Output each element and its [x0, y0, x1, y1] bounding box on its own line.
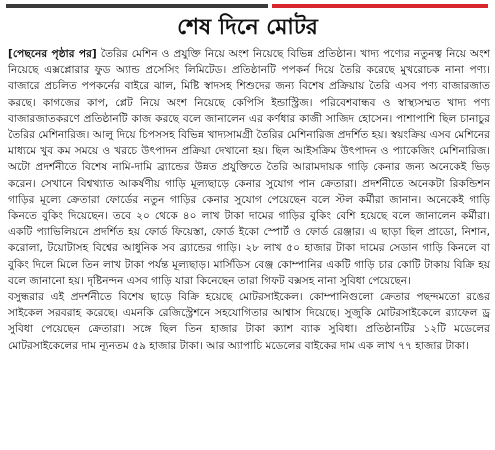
header-rule-dark	[6, 4, 268, 8]
header-rule-red	[272, 4, 488, 8]
article-body	[8, 46, 490, 354]
article-paragraph-2: বসুন্ধরার এই প্রদর্শনীতে বিশেষ ছাড়ে বিক্রি হয়েছে মোটরসাইকেল। কোম্পানিগুলো ক্রেতার পছন্দমতো রঙের সাইকেল সরবরাহ করেছে। এমনকি রেজিস্ট্রেশনে সহযোগিতার আশ্বাস দিয়েছে। সুজুকি মোটরসাইকেলে র‌্যাফেল ড্র সুবিধা পেয়েছেন ক্রেতারা। সঙ্গে ছিল তিন হাজার টাকা ক্যাশ ব্যাক সুবিধা। প্রতিষ্ঠানটির ১২টি মডেলের মোটরসাইকেলের দাম ন্যূনতম ৫৯ হাজার টাকা। আর অ্যাপাচি মডেলের বাইকের দাম এক লাখ ৭৭ হাজার টাকা।	[8, 291, 490, 352]
jump-label: [পেছনের পৃষ্ঠার পর]	[8, 48, 97, 60]
headline: শেষ দিনে মোটর	[177, 14, 318, 40]
paragraph-1-text: তৈরির মেশিন ও প্রযুক্তি নিয়ে অংশ নিয়েছে বিভিন্ন প্রতিষ্ঠান। খাদ্য পণ্যের নতুনত্ব নিয়ে অংশ নিয়েছে এক্সপ্লোরার ফুড অ্যান্ড প্রসেসিং লিমিটেড। প্রতিষ্ঠানটি পপকর্ন দিয়ে তৈরি করেছে মুখরোচক নানা পণ্য। বাজারে প্রচলিত পপকর্নের বাইরে ঝাল, মিষ্টি স্বাদসহ শিশুদের জন্য বিশেষ প্রক্রিয়ায় তৈরি এসব পণ্য বাজারজাত করছে। কাগজের কাপ, প্লেট নিয়ে অংশ নিয়েছে কেপিসি ইন্ডাস্ট্রিজ। পরিবেশবান্ধব ও স্বাস্থ্যসম্মত খাদ্য পণ্য বাজারজাতকরণে প্রতিষ্ঠানটি কাজ করছে বলে জানালেন এর কর্ণধার কাজী সাজিদ হোসেন। পাশাপাশি ছিল চানাচুর তৈরির মেশিনারিজ। আলু দিয়ে চিপসসহ বিভিন্ন খাদ্যসামগ্রী তৈরির মেশিনারিজ প্রদর্শিত হয়। স্বয়ংক্রিয় এসব মেশিনের মাধ্যমে খুব কম সময়ে ও খরচে উৎপাদন প্রক্রিয়া দেখানো হয়। ছিল আইসক্রিম উৎপাদন ও প্যাকেজিং মেশিনারিজ। অটো প্রদর্শনীতে বিশেষ নামি-দামি ব্র্যান্ডের উন্নত প্রযুক্তিতে তৈরি আরামদায়ক গাড়ি কেনার জন্য অনেকেই ভিড় করেন। সেখানে বিশ্বখ্যাত আকর্ষণীয় গাড়ি মূল্যছাড়ে কেনার সুযোগ পান ক্রেতারা। প্রদর্শনীতে অনেকটা রিকন্ডিশন গাড়ির মূল্যে ক্রেতারা ফোর্ডের নতুন গাড়ির কেনার সুযোগ পেয়েছেন বলে স্টল কর্মীরা জানান। অনেকেই গাড়ি কিনতে বুকিং দিয়েছেন। তবে ২০ থেকে ৪০ লাখ টাকা দামের গাড়ির বুকিং বেশি হয়েছে বলে জানালেন কর্মীরা। একটি প্যাভিলিয়নে প্রদর্শিত হয় ফোর্ড ফিয়েস্তা, ফোর্ড ইকো স্পোর্ট ও ফোর্ড রেঞ্জার। এ ছাড়া ছিল প্রাডো, নিশান, করোলা, টয়োটাসহ বিশ্বের আধুনিক সব ব্র্যান্ডের গাড়ি। ২৮ লাখ ৫০ হাজার টাকা দামের সেডান গাড়ি কিনলে বা বুকিং দিলে মিলে তিন লাখ টাকা পর্যন্ত মূল্যছাড়। মার্সিডিস বেঞ্জ কোম্পানির একটি গাড়ি চার কোটি টাকায় বিক্রি হয় বলে জানানো হয়। দৃষ্টিনন্দন এসব গাড়ি যারা কিনেছেন তারা গিফট বক্সসহ নানা সুবিধা পেয়েছেন।	[8, 48, 490, 287]
article-paragraph-1	[8, 46, 490, 289]
